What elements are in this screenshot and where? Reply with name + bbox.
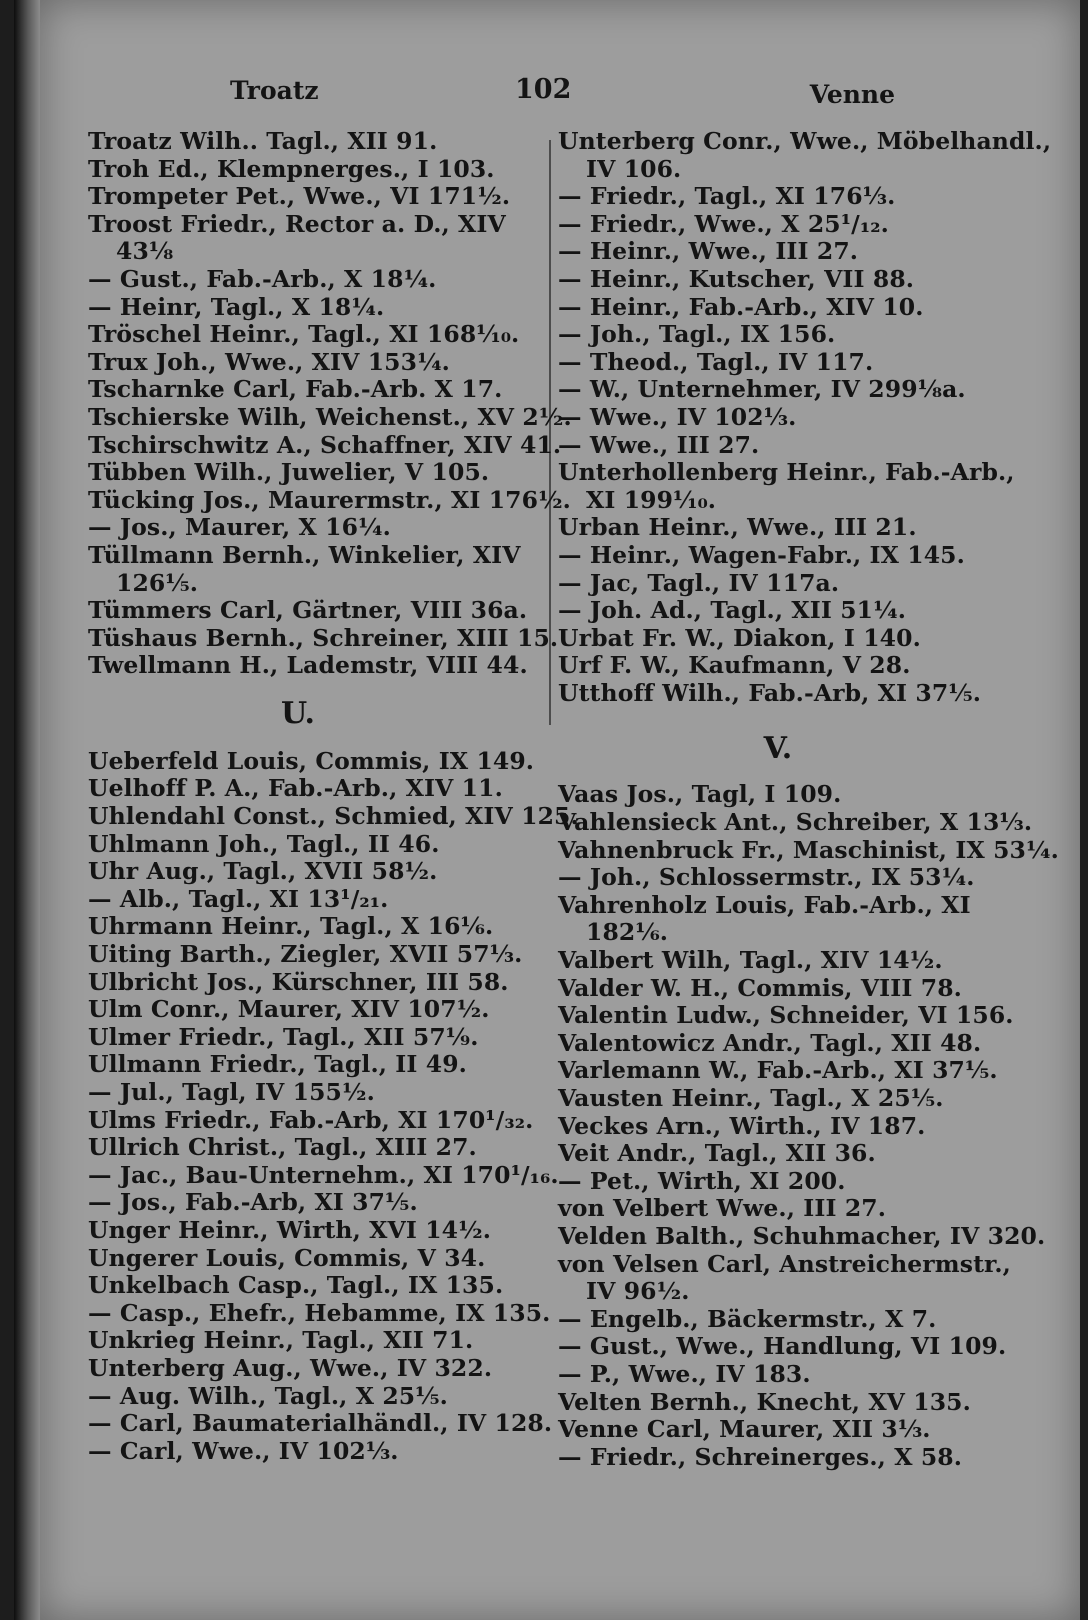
list-item: Ulmer Friedr., Tagl., XII 57⅑. [88, 1022, 479, 1051]
list-item: — Joh., Schlossermstr., IX 53¼. [558, 863, 975, 892]
list-item: Tüllmann Bernh., Winkelier, XIV [88, 540, 521, 569]
list-item: Veit Andr., Tagl., XII 36. [558, 1139, 876, 1168]
list-item: Ullrich Christ., Tagl., XIII 27. [88, 1133, 477, 1162]
list-item: Unterhollenberg Heinr., Fab.-Arb., [558, 458, 1015, 487]
list-item: Tscharnke Carl, Fab.-Arb. X 17. [88, 375, 503, 404]
list-item-continuation: XI 199⅒. [586, 485, 717, 514]
list-item: — Jos., Fab.-Arb, XI 37⅕. [88, 1188, 418, 1217]
list-item: Velten Bernh., Knecht, XV 135. [558, 1387, 971, 1416]
book-gutter [14, 0, 40, 1620]
list-item: — Heinr., Wagen-Fabr., IX 145. [558, 540, 965, 569]
list-item-continuation: 182⅙. [586, 918, 669, 947]
list-item: Tschirschwitz A., Schaffner, XIV 41. [88, 430, 562, 459]
list-item: — Friedr., Wwe., X 25¹/₁₂. [558, 209, 889, 238]
list-item: Urban Heinr., Wwe., III 21. [558, 513, 917, 542]
list-item: Velden Balth., Schuhmacher, IV 320. [558, 1221, 1046, 1250]
list-item: — Friedr., Tagl., XI 176⅓. [558, 182, 896, 211]
list-item: Ungerer Louis, Commis, V 34. [88, 1243, 486, 1272]
list-item-continuation: IV 96½. [586, 1277, 690, 1306]
list-item: Troh Ed., Klempnerges., I 103. [88, 154, 495, 183]
list-item: — Joh., Tagl., IX 156. [558, 320, 836, 349]
list-item: Ullmann Friedr., Tagl., II 49. [88, 1050, 467, 1079]
list-item: Uelhoff P. A., Fab.-Arb., XIV 11. [88, 774, 503, 803]
list-item: Utthoff Wilh., Fab.-Arb, XI 37⅕. [558, 678, 982, 707]
list-item: — Gust., Wwe., Handlung, VI 109. [558, 1332, 1007, 1361]
list-item: — Alb., Tagl., XI 13¹/₂₁. [88, 884, 389, 913]
list-item: — Casp., Ehefr., Hebamme, IX 135. [88, 1298, 551, 1327]
list-item: — Friedr., Schreinerges., X 58. [558, 1442, 963, 1471]
list-item: — Wwe., III 27. [558, 430, 760, 459]
list-item: — Engelb., Bäckermstr., X 7. [558, 1304, 937, 1333]
list-item: — Heinr., Fab.-Arb., XIV 10. [558, 292, 924, 321]
list-item: Vausten Heinr., Tagl., X 25⅕. [558, 1084, 944, 1112]
list-item: Varlemann W., Fab.-Arb., XI 37⅕. [558, 1056, 998, 1085]
list-item: Valentowicz Andr., Tagl., XII 48. [558, 1028, 982, 1057]
section-heading-u: U. [280, 695, 316, 731]
list-item: — Pet., Wirth, XI 200. [558, 1166, 846, 1195]
list-item: Vaas Jos., Tagl, I 109. [558, 780, 842, 809]
list-item: Uhrmann Heinr., Tagl., X 16⅙. [88, 912, 494, 941]
list-item: Vahrenholz Louis, Fab.-Arb., XI [558, 890, 971, 919]
list-item: Unger Heinr., Wirth, XVI 14½. [88, 1215, 491, 1244]
list-item: Unterberg Aug., Wwe., IV 322. [88, 1353, 493, 1382]
list-item: Ulms Friedr., Fab.-Arb, XI 170¹/₃₂. [88, 1105, 534, 1134]
list-item: Veckes Arn., Wirth., IV 187. [558, 1111, 926, 1140]
list-item: Valder W. H., Commis, VIII 78. [558, 973, 962, 1002]
list-item: — Heinr., Wwe., III 27. [558, 237, 859, 266]
list-item: Tücking Jos., Maurermstr., XI 176½. [88, 485, 571, 514]
list-item: Uhr Aug., Tagl., XVII 58½. [88, 857, 438, 886]
section-heading-v: V. [763, 731, 793, 767]
list-item: Tümmers Carl, Gärtner, VIII 36a. [88, 596, 528, 625]
list-item: Uhlendahl Const., Schmied, XIV 125. [88, 802, 579, 831]
list-item: Uhlmann Joh., Tagl., II 46. [88, 829, 440, 858]
right-column [558, 127, 1059, 1471]
list-item: — Jul., Tagl, IV 155½. [88, 1078, 375, 1106]
header-right-catchword: Venne [809, 80, 895, 109]
list-item: Troost Friedr., Rector a. D., XIV [88, 209, 506, 238]
list-item: Troatz Wilh.. Tagl., XII 91. [88, 127, 438, 155]
list-item: von Velbert Wwe., III 27. [558, 1194, 887, 1223]
list-item: Tübben Wilh., Juwelier, V 105. [88, 458, 490, 487]
list-item: Unkelbach Casp., Tagl., IX 135. [88, 1271, 504, 1300]
list-item: Valentin Ludw., Schneider, VI 156. [558, 1001, 1014, 1030]
list-item: von Velsen Carl, Anstreichermstr., [558, 1249, 1011, 1278]
list-item-continuation: 43⅛ [116, 237, 174, 266]
list-item: — W., Unternehmer, IV 299⅛a. [558, 375, 966, 404]
list-item-continuation: IV 106. [586, 154, 682, 183]
list-item: Ueberfeld Louis, Commis, IX 149. [88, 746, 535, 775]
list-item: — Carl, Wwe., IV 102⅓. [88, 1436, 399, 1465]
list-item: — Jac, Tagl., IV 117a. [558, 568, 840, 597]
list-item: Tschierske Wilh, Weichenst., XV 2½. [88, 402, 572, 431]
list-item: Tüshaus Bernh., Schreiner, XIII 15. [88, 623, 559, 652]
list-item: — Gust., Fab.-Arb., X 18¼. [88, 264, 437, 293]
list-item: — Heinr., Kutscher, VII 88. [558, 264, 915, 293]
list-item: Trompeter Pet., Wwe., VI 171½. [88, 182, 511, 211]
list-item: Twellmann H., Lademstr, VIII 44. [88, 651, 528, 680]
list-item-continuation: 126⅕. [116, 568, 199, 597]
list-item: — Joh. Ad., Tagl., XII 51¼. [558, 596, 906, 625]
list-item: Tröschel Heinr., Tagl., XI 168⅒. [88, 320, 520, 349]
list-item: Vahnenbruck Fr., Maschinist, IX 53¼. [558, 835, 1059, 864]
list-item: Unterberg Conr., Wwe., Möbelhandl., [558, 127, 1052, 155]
list-item: Unkrieg Heinr., Tagl., XII 71. [88, 1326, 474, 1355]
list-item: Urf F. W., Kaufmann, V 28. [558, 651, 911, 680]
list-item: — Carl, Baumaterialhändl., IV 128. [88, 1409, 553, 1438]
list-item: Trux Joh., Wwe., XIV 153¼. [88, 347, 450, 376]
list-item: — Heinr, Tagl., X 18¼. [88, 292, 385, 321]
list-item: Urbat Fr. W., Diakon, I 140. [558, 623, 921, 652]
list-item: — Wwe., IV 102⅓. [558, 402, 797, 431]
list-item: — Jac., Bau-Unternehm., XI 170¹/₁₆. [88, 1160, 559, 1189]
running-header [40, 72, 1080, 112]
list-item: Valbert Wilh, Tagl., XIV 14½. [558, 946, 943, 975]
list-item: Ulm Conr., Maurer, XIV 107½. [88, 995, 490, 1024]
list-item: Vahlensieck Ant., Schreiber, X 13⅓. [558, 808, 1033, 837]
list-item: — Aug. Wilh., Tagl., X 25⅕. [88, 1381, 448, 1410]
list-item: — Theod., Tagl., IV 117. [558, 347, 874, 376]
list-item: Venne Carl, Maurer, XII 3⅓. [558, 1415, 931, 1444]
list-item: — P., Wwe., IV 183. [558, 1359, 811, 1388]
list-item: Ulbricht Jos., Kürschner, III 58. [88, 967, 509, 996]
list-item: Uiting Barth., Ziegler, XVII 57⅓. [88, 940, 523, 969]
left-column [88, 127, 579, 1465]
directory-page [40, 0, 1080, 1620]
header-left-catchword: Troatz [230, 76, 319, 105]
page-number: 102 [515, 74, 572, 105]
list-item: — Jos., Maurer, X 16¼. [88, 513, 391, 542]
